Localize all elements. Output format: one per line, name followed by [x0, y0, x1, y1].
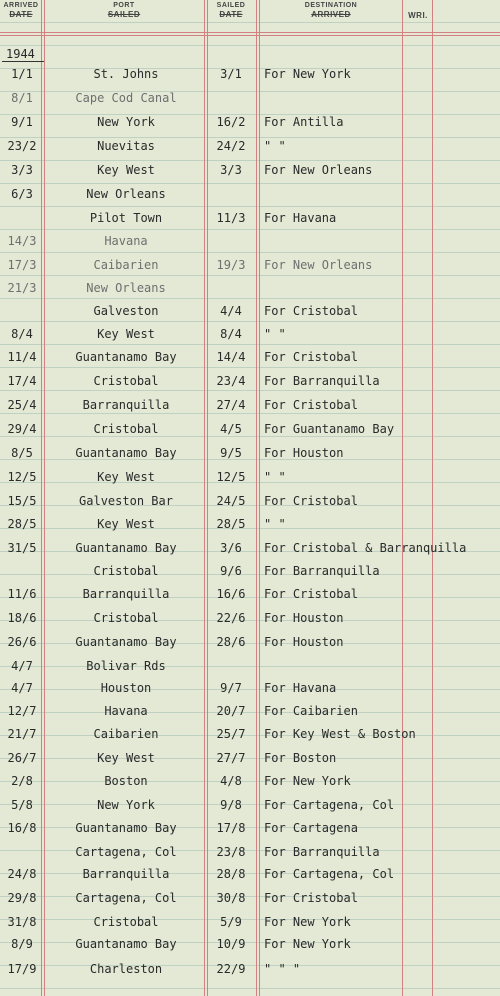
log-row [0, 372, 500, 390]
header-port [46, 2, 202, 19]
log-row [0, 396, 500, 414]
port-name: St. Johns [93, 67, 159, 81]
sailed-date: 23/8 [216, 845, 246, 859]
port-name: Guantanamo Bay [75, 937, 177, 951]
log-row [0, 209, 500, 227]
sailed-date: 16/6 [216, 587, 246, 601]
destination-text: For New York [264, 774, 351, 788]
log-row [0, 444, 500, 462]
arrived-date: 8/9 [11, 937, 33, 951]
header-wri [404, 12, 432, 20]
sailed-date: 30/8 [216, 891, 246, 905]
header-arrived-struck-label: ARRIVED [311, 10, 351, 19]
log-row [0, 609, 500, 627]
port-name: Havana [104, 234, 148, 248]
sailed-date: 9/8 [220, 798, 242, 812]
log-row [0, 702, 500, 720]
arrived-date: 15/5 [7, 494, 37, 508]
port-name: Cristobal [93, 374, 159, 388]
arrived-date: 25/4 [7, 398, 37, 412]
arrived-date: 28/5 [7, 517, 37, 531]
header-destination-label: DESTINATION [304, 2, 358, 9]
port-name: Caibarien [93, 727, 159, 741]
sailed-date: 28/8 [216, 867, 246, 881]
log-row [0, 113, 500, 131]
log-row [0, 679, 500, 697]
log-row [0, 539, 500, 557]
arrived-date: 16/8 [7, 821, 37, 835]
sailed-date: 11/3 [216, 211, 246, 225]
header-wri-label: WRI. [408, 11, 428, 20]
log-row [0, 796, 500, 814]
destination-text: For New Orleans [264, 163, 373, 177]
destination-text: " " [264, 327, 286, 341]
sailed-date: 28/6 [216, 635, 246, 649]
arrived-date: 9/1 [11, 115, 33, 129]
sailed-date: 3/6 [220, 541, 242, 555]
port-name: Bolivar Rds [86, 659, 166, 673]
log-row [0, 585, 500, 603]
sailed-date: 28/5 [216, 517, 246, 531]
destination-text: For Cartagena, Col [264, 867, 395, 881]
port-name: Key West [97, 517, 155, 531]
destination-text: " " [264, 139, 286, 153]
arrived-date: 24/8 [7, 867, 37, 881]
log-row [0, 302, 500, 320]
log-row [0, 232, 500, 250]
sailed-date: 12/5 [216, 470, 246, 484]
header-rule [0, 32, 500, 33]
header-arrived-label: ARRIVED [3, 2, 39, 9]
arrived-date: 26/6 [7, 635, 37, 649]
header-sailed [208, 2, 254, 19]
destination-text: For Barranquilla [264, 564, 380, 578]
sailed-date: 22/9 [216, 962, 246, 976]
arrived-date: 17/3 [7, 258, 37, 272]
header-destination [262, 2, 400, 19]
sailed-date: 3/1 [220, 67, 242, 81]
sailed-date: 5/9 [220, 915, 242, 929]
destination-text: For Key West & Boston [264, 727, 416, 741]
log-row [0, 279, 500, 297]
arrived-date: 12/5 [7, 470, 37, 484]
destination-text: For New York [264, 937, 351, 951]
log-row [0, 89, 500, 107]
port-name: Cartagena, Col [75, 891, 177, 905]
arrived-date: 21/7 [7, 727, 37, 741]
port-name: Cape Cod Canal [75, 91, 177, 105]
header-sailed-date-label: DATE [219, 10, 243, 19]
arrived-date: 4/7 [11, 681, 33, 695]
arrived-date: 29/4 [7, 422, 37, 436]
sailed-date: 8/4 [220, 327, 242, 341]
log-row [0, 772, 500, 790]
log-row [0, 65, 500, 83]
log-row [0, 913, 500, 931]
log-row [0, 633, 500, 651]
arrived-date: 31/5 [7, 541, 37, 555]
log-row [0, 749, 500, 767]
port-name: Guantanamo Bay [75, 821, 177, 835]
port-name: Cristobal [93, 611, 159, 625]
port-name: Cristobal [93, 422, 159, 436]
destination-text: For New York [264, 915, 351, 929]
arrived-date: 8/1 [11, 91, 33, 105]
log-row [0, 935, 500, 953]
port-name: Nuevitas [97, 139, 155, 153]
sailed-date: 19/3 [216, 258, 246, 272]
sailed-date: 24/5 [216, 494, 246, 508]
port-name: New York [97, 115, 155, 129]
header-port-label: PORT [113, 2, 135, 9]
destination-text: For Boston [264, 751, 337, 765]
port-name: New York [97, 798, 155, 812]
log-row [0, 420, 500, 438]
log-row [0, 960, 500, 978]
arrived-date: 8/4 [11, 327, 33, 341]
log-row [0, 515, 500, 533]
log-row [0, 843, 500, 861]
log-row [0, 657, 500, 675]
sailed-date: 4/8 [220, 774, 242, 788]
sailed-date: 27/7 [216, 751, 246, 765]
sailed-date: 20/7 [216, 704, 246, 718]
destination-text: For Cristobal [264, 304, 358, 318]
arrived-date: 2/8 [11, 774, 33, 788]
sailed-date: 23/4 [216, 374, 246, 388]
log-row [0, 562, 500, 580]
log-row [0, 137, 500, 155]
destination-text: For Cristobal [264, 494, 358, 508]
arrived-date: 23/2 [7, 139, 37, 153]
header-sailed-label: SAILED [216, 2, 246, 9]
port-name: Charleston [89, 962, 163, 976]
port-name: Galveston Bar [79, 494, 173, 508]
destination-text: For Houston [264, 635, 344, 649]
arrived-date: 14/3 [7, 234, 37, 248]
destination-text: For Havana [264, 681, 337, 695]
arrived-date: 6/3 [11, 187, 33, 201]
destination-text: For Cristobal & Barranquilla [264, 541, 467, 555]
sailed-date: 22/6 [216, 611, 246, 625]
log-row [0, 161, 500, 179]
port-name: Guantanamo Bay [75, 541, 177, 555]
arrived-date: 3/3 [11, 163, 33, 177]
arrived-date: 4/7 [11, 659, 33, 673]
log-row [0, 819, 500, 837]
port-name: Houston [100, 681, 152, 695]
port-name: New Orleans [86, 281, 166, 295]
log-row [0, 185, 500, 203]
port-name: Cristobal [93, 564, 159, 578]
destination-text: For Houston [264, 446, 344, 460]
port-name: Galveston [93, 304, 159, 318]
header-date-label: DATE [9, 10, 33, 19]
port-name: Boston [104, 774, 148, 788]
port-name: Pilot Town [89, 211, 163, 225]
destination-text: " " [264, 517, 286, 531]
port-name: Havana [104, 704, 148, 718]
port-name: Barranquilla [82, 587, 170, 601]
destination-text: " " [264, 470, 286, 484]
sailed-date: 4/4 [220, 304, 242, 318]
destination-text: For Havana [264, 211, 337, 225]
arrived-date: 31/8 [7, 915, 37, 929]
arrived-date: 8/5 [11, 446, 33, 460]
arrived-date: 12/7 [7, 704, 37, 718]
arrived-date: 17/9 [7, 962, 37, 976]
destination-text: For Caibarien [264, 704, 358, 718]
destination-text: For Barranquilla [264, 845, 380, 859]
log-row [0, 725, 500, 743]
port-name: Cartagena, Col [75, 845, 177, 859]
destination-text: For Cristobal [264, 587, 358, 601]
port-name: Key West [97, 327, 155, 341]
log-row [0, 865, 500, 883]
sailed-date: 27/4 [216, 398, 246, 412]
destination-text: For Cristobal [264, 398, 358, 412]
port-name: Key West [97, 163, 155, 177]
destination-text: " " " [264, 962, 301, 976]
port-name: Key West [97, 751, 155, 765]
port-name: Key West [97, 470, 155, 484]
log-row [0, 256, 500, 274]
arrived-date: 18/6 [7, 611, 37, 625]
destination-text: For Cartagena, Col [264, 798, 395, 812]
header-sailed-struck-label: SAILED [107, 10, 141, 19]
destination-text: For Antilla [264, 115, 344, 129]
sailed-date: 25/7 [216, 727, 246, 741]
port-name: Guantanamo Bay [75, 446, 177, 460]
sailed-date: 9/7 [220, 681, 242, 695]
arrived-date: 5/8 [11, 798, 33, 812]
sailed-date: 16/2 [216, 115, 246, 129]
arrived-date: 11/6 [7, 587, 37, 601]
port-name: Guantanamo Bay [75, 350, 177, 364]
sailed-date: 17/8 [216, 821, 246, 835]
header-arrived [2, 2, 40, 19]
log-row [0, 492, 500, 510]
log-row [0, 348, 500, 366]
log-row [0, 889, 500, 907]
sailed-date: 9/6 [220, 564, 242, 578]
arrived-date: 11/4 [7, 350, 37, 364]
year-label: 1944 [6, 47, 35, 61]
arrived-date: 26/7 [7, 751, 37, 765]
arrived-date: 29/8 [7, 891, 37, 905]
destination-text: For Houston [264, 611, 344, 625]
sailed-date: 4/5 [220, 422, 242, 436]
year-underline [2, 61, 44, 62]
log-row [0, 468, 500, 486]
destination-text: For Cartagena [264, 821, 358, 835]
arrived-date: 17/4 [7, 374, 37, 388]
destination-text: For Cristobal [264, 891, 358, 905]
sailed-date: 3/3 [220, 163, 242, 177]
arrived-date: 21/3 [7, 281, 37, 295]
sailed-date: 9/5 [220, 446, 242, 460]
destination-text: For New York [264, 67, 351, 81]
port-name: New Orleans [86, 187, 166, 201]
port-name: Caibarien [93, 258, 159, 272]
destination-text: For New Orleans [264, 258, 373, 272]
port-name: Barranquilla [82, 398, 170, 412]
port-name: Cristobal [93, 915, 159, 929]
destination-text: For Guantanamo Bay [264, 422, 395, 436]
sailed-date: 24/2 [216, 139, 246, 153]
destination-text: For Cristobal [264, 350, 358, 364]
destination-text: For Barranquilla [264, 374, 380, 388]
sailed-date: 10/9 [216, 937, 246, 951]
sailed-date: 14/4 [216, 350, 246, 364]
port-name: Guantanamo Bay [75, 635, 177, 649]
arrived-date: 1/1 [11, 67, 33, 81]
port-name: Barranquilla [82, 867, 170, 881]
log-row [0, 325, 500, 343]
